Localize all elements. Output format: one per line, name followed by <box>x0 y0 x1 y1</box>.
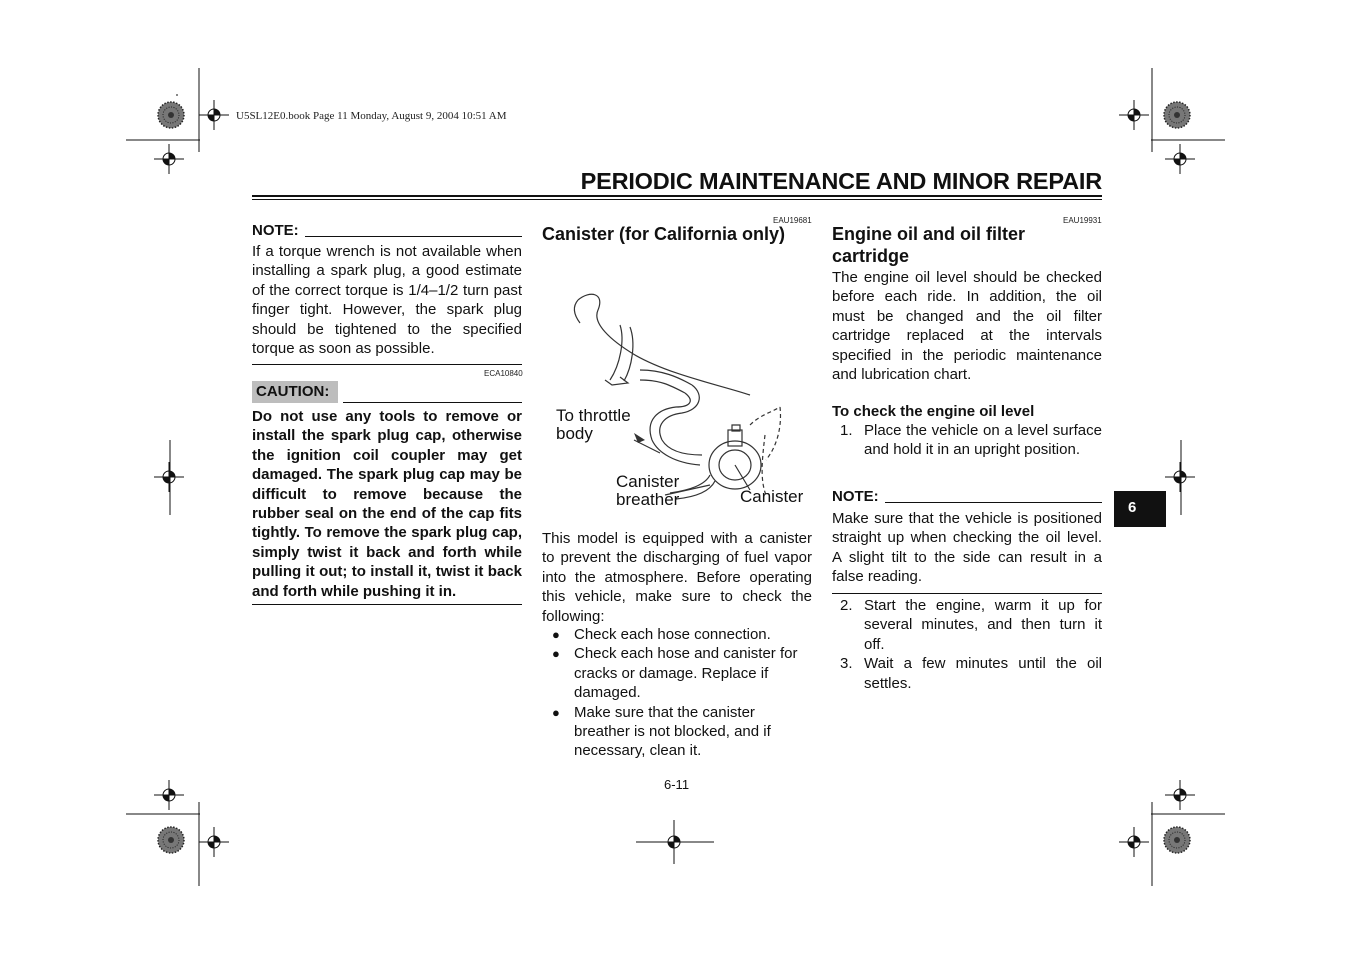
step-text: Start the engine, warm it up for several minutes, and then turn it off. <box>864 597 1102 653</box>
note-rule <box>305 236 522 237</box>
oil-heading-line1: Engine oil and oil filter <box>832 224 1026 244</box>
canister-checklist <box>542 625 812 761</box>
registration-star-icon <box>1164 102 1190 128</box>
step-number: 3. <box>840 655 853 673</box>
step-number: 1. <box>840 422 853 439</box>
diagram-label-canister: Canister <box>740 487 804 506</box>
note-label: NOTE: <box>252 222 299 239</box>
oil-heading-line2: cartridge <box>832 246 910 266</box>
oil-steps-part1 <box>832 421 1102 460</box>
list-item: ● Check each hose connection. <box>542 625 812 644</box>
oil-intro: The engine oil level should be checked before each ride. In addition, the oil must be changed and the oil filter cartridge replaced at the intervals specified in the periodic maintenance and lubrication chart. <box>832 269 1102 384</box>
diagram-label-throttle-line1: To throttle <box>556 406 631 425</box>
oil-check-subheading: To check the engine oil level <box>832 403 1035 420</box>
caution-rule <box>343 402 522 403</box>
list-item: ● Make sure that the canister breather is not blocked, and if necessary, clean it. <box>542 703 812 761</box>
title-rule-thin <box>252 199 1102 200</box>
list-item <box>832 421 1102 460</box>
oil-note-label: NOTE: <box>832 488 879 505</box>
note-text: If a torque wrench is not available when installing a spark plug, a good estimate of the correct torque is 1/4–1/2 turn past finger tight. However, the spark plug should be tightened to the specified torque as soon as possible. <box>252 243 522 358</box>
canister-intro: This model is equipped with a canister to prevent the discharging of fuel vapor into the atmosphere. Before operating this vehicle, make sure to check the following: <box>542 530 812 625</box>
diagram-label-throttle-line2: body <box>556 424 593 443</box>
list-item <box>832 596 1102 654</box>
step-text: Wait a few minutes until the oil settles. <box>864 655 1102 692</box>
book-info-line: U5SL12E0.book Page 11 Monday, August 9, 2004 10:51 AM <box>236 110 507 122</box>
page-title: PERIODIC MAINTENANCE AND MINOR REPAIR <box>580 168 1102 194</box>
canister-heading: Canister (for California only) <box>542 224 786 244</box>
oil-note-end-rule <box>832 593 1102 594</box>
oil-section-code: EAU19931 <box>1063 216 1102 225</box>
registration-star-icon <box>1164 827 1190 853</box>
canister-section-code: EAU19681 <box>773 216 812 225</box>
chapter-tab-label: 6 <box>1128 499 1137 516</box>
diagram-label-throttle <box>556 407 631 443</box>
diagram-label-breather-line2: breather <box>616 490 680 509</box>
step-number: 2. <box>840 597 853 614</box>
oil-note-text: Make sure that the vehicle is positioned straight up when checking the oil level. A slight tilt to the side can result in a false reading. <box>832 510 1102 586</box>
step-text: Place the vehicle on a level surface and hold it in an upright position. <box>864 422 1102 459</box>
oil-heading <box>832 223 1025 267</box>
chapter-tab <box>1114 491 1166 527</box>
registration-star-icon <box>158 827 184 853</box>
caution-code: ECA10840 <box>484 369 523 378</box>
diagram-label-breather-line1: Canister <box>616 472 680 491</box>
title-rule-thick <box>252 195 1102 197</box>
note-end-rule <box>252 364 522 365</box>
canister-diagram <box>550 285 810 515</box>
oil-steps-part2 <box>832 596 1102 693</box>
registration-star-icon <box>158 102 184 128</box>
list-item: ● Check each hose and canister for cracks or damage. Replace if damaged. <box>542 644 812 702</box>
caution-label: CAUTION: <box>252 381 338 403</box>
diagram-label-breather <box>616 473 679 509</box>
caution-end-rule <box>252 604 522 605</box>
caution-text: Do not use any tools to remove or install the spark plug cap, otherwise the ignition coil coupler may get damaged. The spark plug cap may be difficult to remove because the rubber seal on the end of the cap fits tightly. To remove the spark plug cap, simply twist it back and forth while pulling it out; to install it, twist it back and forth while pushing it in. <box>252 408 522 600</box>
page-number: 6-11 <box>664 777 690 792</box>
oil-note-rule <box>885 502 1102 503</box>
list-item <box>832 654 1102 693</box>
